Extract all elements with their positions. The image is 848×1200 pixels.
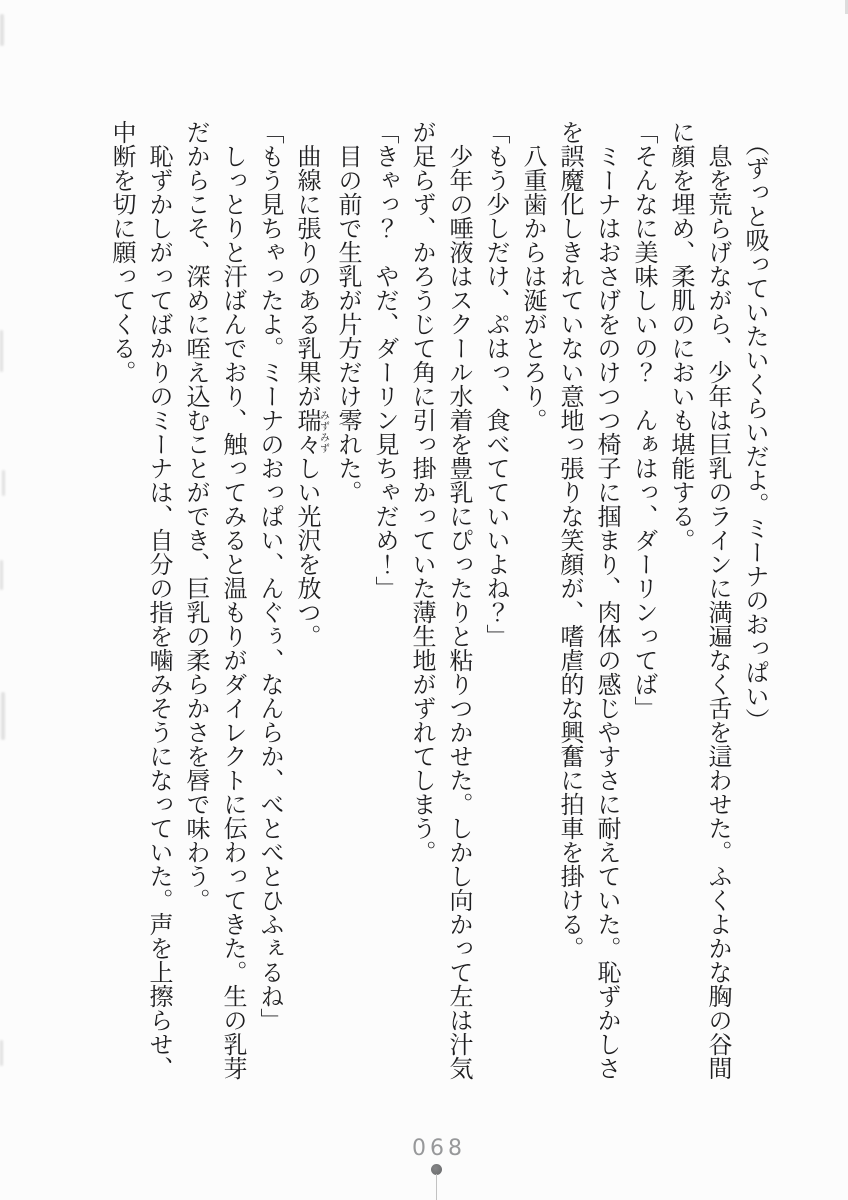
paragraph: 目の前で生乳が片方だけ零れた。 xyxy=(334,144,360,504)
paragraph: 「もう見ちゃったよ。ミーナのおっぱい、んぐぅ、なんらか、べとべとひふぇるね」 xyxy=(256,120,282,1032)
scan-artifact xyxy=(0,1040,3,1066)
scan-artifact xyxy=(2,470,5,496)
paragraph: 曲線に張りのある乳果が瑞々みずみずしい光沢を放つ。 xyxy=(293,144,329,648)
page-text xyxy=(102,120,772,1080)
binding-line xyxy=(436,1174,437,1200)
paragraph: 八重歯からは涎がとろり。 xyxy=(519,144,545,432)
paragraph: ミーナはおさげをのけつつ椅子に掴まり、肉体の感じやすさに耐えていた。恥ずかしさを誤魔化しきれていない意地っ張りな笑顔が、嗜虐的な興奮に拍車を掛ける。 xyxy=(556,120,619,1080)
scan-artifact xyxy=(1,692,5,740)
paragraph: 恥ずかしがってばかりのミーナは、自分の指を噛みそうになっていた。声を上擦らせ、中断を切に願ってくる。 xyxy=(108,120,171,1080)
page-number: 068 xyxy=(412,1136,466,1161)
scan-artifact xyxy=(0,14,4,46)
furigana-word: 瑞々みずみず xyxy=(293,408,329,456)
paragraph: 「そんなに美味しいの？ んぁはっ、ダーリンってば」 xyxy=(630,120,656,720)
scan-artifact xyxy=(0,560,3,590)
paragraph: 少年の唾液はスクール水着を豊乳にぴったりと粘りつかせた。しかし向かって左は汁気が足らず、かろうじて角に引っ掛かっていた薄生地がずれてしまう。 xyxy=(408,120,471,1080)
paragraph: 「もう少しだけ、ぷはっ、食べてていいよね？」 xyxy=(482,120,508,648)
paragraph: （ずっと吸っていたいくらいだよ。ミーナのおっぱい） xyxy=(741,132,767,732)
paragraph: 「きゃっ？ やだ、ダーリン見ちゃだめ！」 xyxy=(371,120,397,600)
paragraph: 息を荒らげながら、少年は巨乳のラインに満遍なく舌を這わせた。ふくよかな胸の谷間に顔を埋め、柔肌のにおいも堪能する。 xyxy=(667,120,730,1080)
paragraph: しっとりと汗ばんでおり、触ってみると温もりがダイレクトに伝わってきた。生の乳芽だからこそ、深めに咥え込むことができ、巨乳の柔らかさを唇で味わう。 xyxy=(182,120,245,1080)
scan-artifact xyxy=(0,330,3,372)
